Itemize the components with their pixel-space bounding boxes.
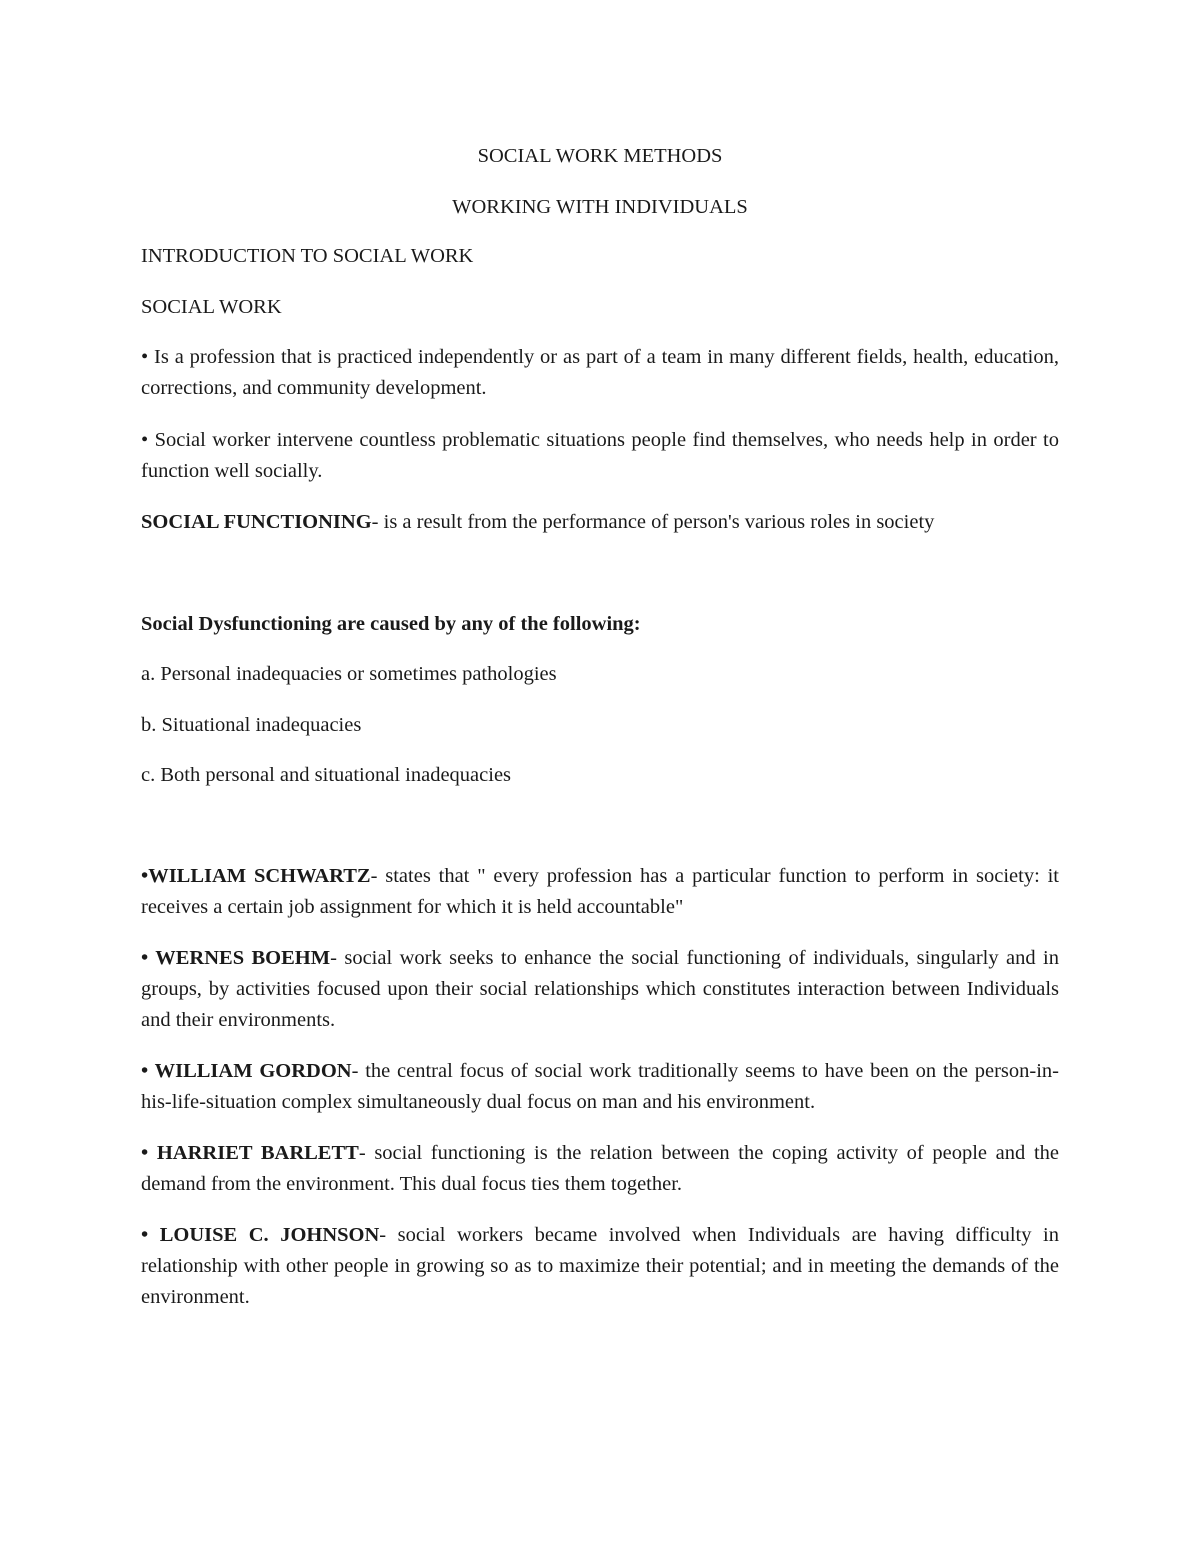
definition-name: LOUISE C. JOHNSON xyxy=(159,1224,380,1246)
definition-text: - social work seeks to enhance the social functioning of individuals, singularly and in groups, by activities focused upon their social relationships which constitutes interaction between Individuals and their environments. xyxy=(141,947,1059,1031)
definition-schwartz: •WILLIAM SCHWARTZ- states that " every profession has a particular function to perform in society: it receives a certain job assignment for which it is held accountable" xyxy=(141,865,1059,918)
document-title: SOCIAL WORK METHODS xyxy=(477,145,723,167)
dysfunction-cause-c: c. Both personal and situational inadequacies xyxy=(141,764,512,786)
social-functioning-term: SOCIAL FUNCTIONING xyxy=(141,511,372,533)
definition-text: - the central focus of social work traditionally seems to have been on the person-in-his-life-situation complex simultaneously dual focus on man and his environment. xyxy=(141,1060,1060,1113)
definition-name: WILLIAM SCHWARTZ xyxy=(148,865,371,887)
social-work-heading: SOCIAL WORK xyxy=(141,296,282,318)
dysfunction-cause-b: b. Situational inadequacies xyxy=(141,714,362,736)
definition-text: - social functioning is the relation between the coping activity of people and the demand from the environment. This dual focus ties them together. xyxy=(141,1142,1059,1195)
definition-johnson: • LOUISE C. JOHNSON- social workers became involved when Individuals are having difficulty in relationship with other people in growing so as to maximize their potential; and in meeting the demands of the environment. xyxy=(141,1224,1059,1308)
social-work-point-1: • Is a profession that is practiced independently or as part of a team in many different fields, health, education, corrections, and community development. xyxy=(141,346,1059,399)
definition-boehm: • WERNES BOEHM- social work seeks to enhance the social functioning of individuals, singularly and in groups, by activities focused upon their social relationships which constitutes interaction between Individuals and their environments. xyxy=(141,947,1059,1031)
social-functioning-text: - is a result from the performance of person's various roles in society xyxy=(371,511,935,533)
dysfunction-cause-a: a. Personal inadequacies or sometimes pathologies xyxy=(141,663,557,685)
document-subtitle: WORKING WITH INDIVIDUALS xyxy=(452,196,748,218)
intro-heading: INTRODUCTION TO SOCIAL WORK xyxy=(141,245,474,267)
definition-text: - social workers became involved when Individuals are having difficulty in relationship with other people in growing so as to maximize their potential; and in meeting the demands of the environment. xyxy=(141,1224,1059,1308)
definition-gordon: • WILLIAM GORDON- the central focus of social work traditionally seems to have been on the person-in-his-life-situation complex simultaneously dual focus on man and his environment. xyxy=(141,1060,1060,1113)
social-functioning-definition xyxy=(141,507,1059,538)
definition-text: - states that " every profession has a particular function to perform in society: it receives a certain job assignment for which it is held accountable" xyxy=(141,865,1059,918)
definition-name: WERNES BOEHM xyxy=(155,947,331,969)
dysfunction-heading: Social Dysfunctioning are caused by any of the following: xyxy=(141,613,641,635)
definition-name: HARRIET BARLETT xyxy=(156,1142,359,1164)
social-work-point-2: • Social worker intervene countless problematic situations people find themselves, who needs help in order to function well socially. xyxy=(141,429,1059,482)
definition-name: WILLIAM GORDON xyxy=(154,1060,352,1082)
definition-barlett: • HARRIET BARLETT- social functioning is the relation between the coping activity of people and the demand from the environment. This dual focus ties them together. xyxy=(141,1142,1059,1195)
